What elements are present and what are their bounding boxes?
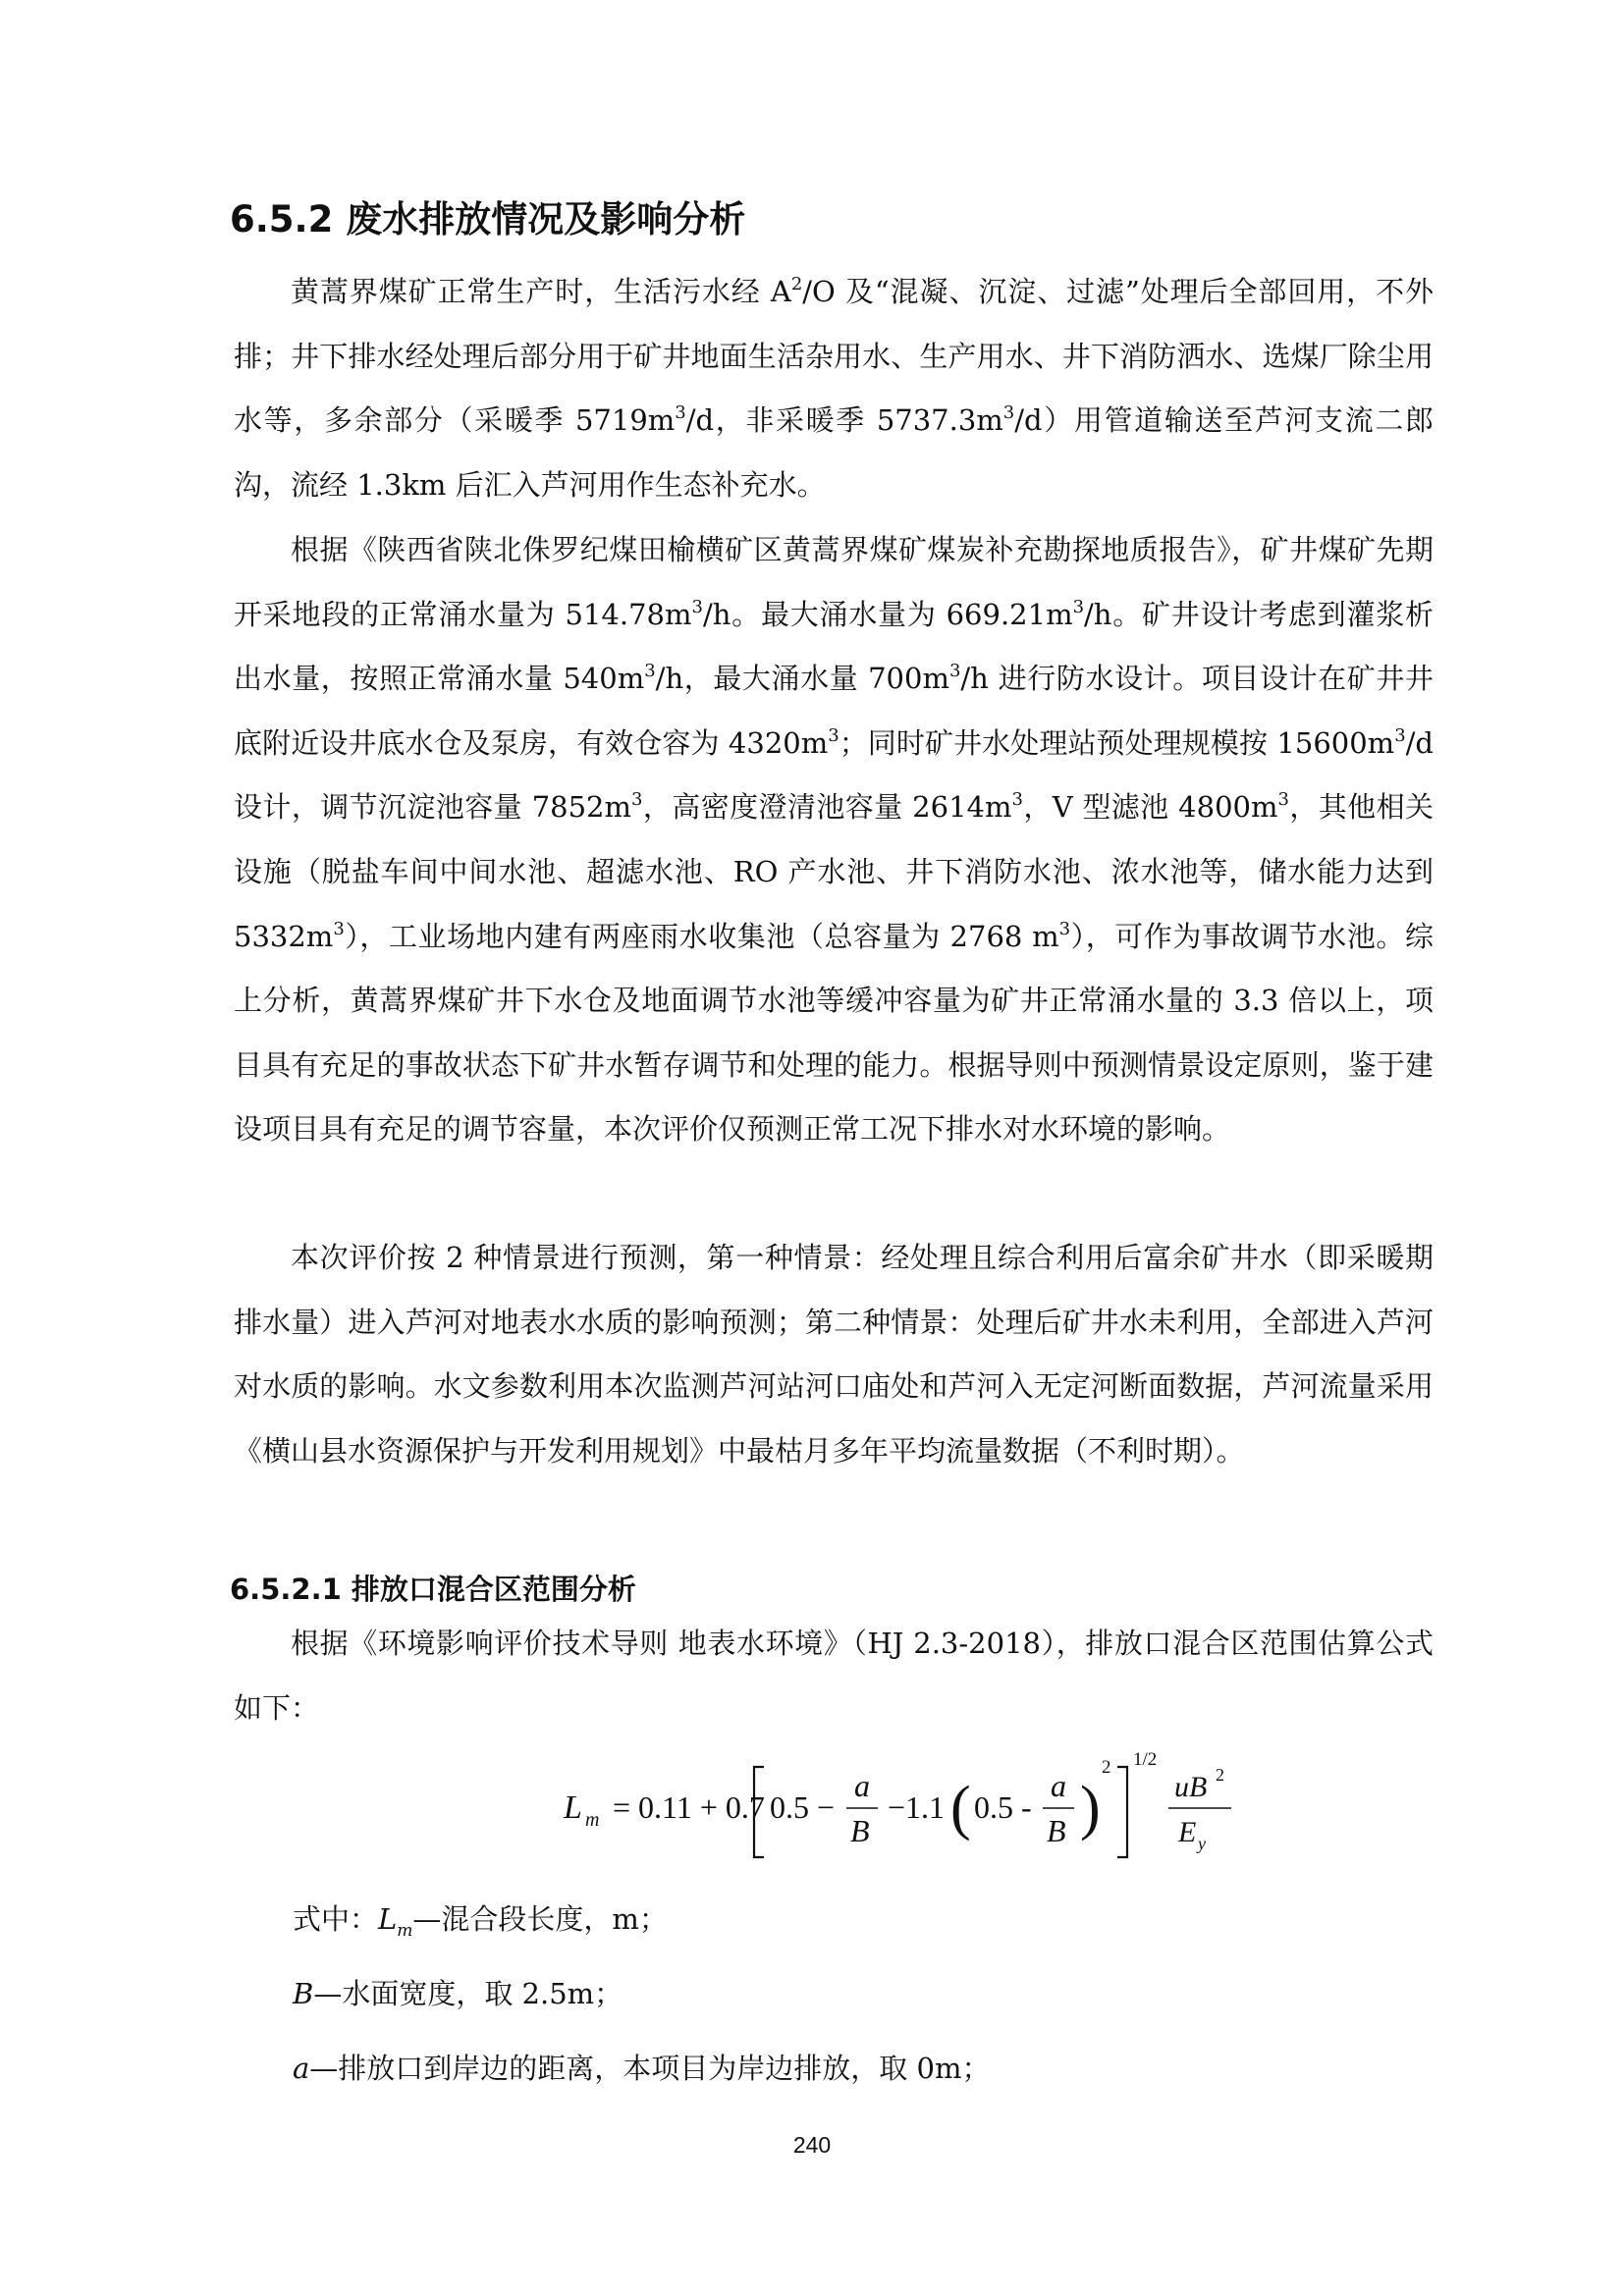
formula-frac1-num: a	[854, 1768, 870, 1803]
formula-lhs-sub: m	[585, 1809, 600, 1831]
paragraph-prediction-scenarios: 本次评价按 2 种情景进行预测，第一种情景：经处理且综合利用后富余矿井水（即采暖期排水量）进入芦河对地表水水质的影响预测；第二种情景：处理后矿井水未利用，全部进入芦河对水质的影响。水文参数利用本次监测芦河站河口庙处和芦河入无定河断面数据，芦河流量采用《横山县水资源保护与开发利用规划》中最枯月多年平均流量数据（不利时期）。	[234, 1241, 1434, 1468]
mixing-zone-formula	[550, 1720, 1237, 1877]
paragraph-formula-intro: 根据《环境影响评价技术导则 地表水环境》（HJ 2.3-2018），排放口混合区范围估算公式如下：	[234, 1627, 1434, 1725]
right-paren: )	[1080, 1775, 1101, 1842]
paragraph-mine-water-inflow: 根据《陕西省陕北侏罗纪煤田榆横矿区黄蒿界煤矿煤炭补充勘探地质报告》，矿井煤矿先期开采地段的正常涌水量为 $514.78m^3/h$。最大涌水量为 $669.21m^3/h$。矿井设计考虑到灌浆析出水量，按照正常涌水量 $540m^3/h$，最大涌水量 $700m^3/h$ 进行防水设计。项目设计在矿井井底附近设井底水仓及泵房，有效仓容为 $4320m^3$；同时矿井水处理站预处理规模按 $15600m^3/d$ 设计，调节沉淀池容量 $7852m^3$，高密度澄清池容量 $2614m^3$，V 型滤池 $4800m^3$，其他相关设施（脱盐车间中间水池、超滤水池、RO 产水池、井下消防水池、浓水池等，储水能力达到 $5332m^3$），工业场地内建有两座雨水收集池（总容量为 2768 $m^3$），可作为事故调节水池。综上分析，黄蒿界煤矿井下水仓及地面调节水池等缓冲容量为矿井正常涌水量的 3.3 倍以上，项目具有充足的事故状态下矿井水暂存调节和处理的能力。根据导则中预测情景设定原则，鉴于建设项目具有充足的调节容量，本次评价仅预测正常工况下排水对水环境的影响。	[234, 533, 1435, 1147]
page-number: 240	[792, 2132, 832, 2158]
formula-constant: = 0.11 + 0.7	[613, 1789, 765, 1825]
left-paren: (	[950, 1775, 971, 1842]
formula-frac1-den: B	[850, 1813, 870, 1848]
formula-frac2-den: B	[1047, 1813, 1066, 1848]
formula-frac2-num: a	[1051, 1768, 1066, 1803]
definition-a: a—排放口到岸边的距离，本项目为岸边排放，取 0m；	[293, 2052, 991, 2085]
definition-lm: 式中：$L_m—$混合段长度，m；	[293, 1902, 668, 1941]
formula-term-2: −1.1	[888, 1789, 946, 1825]
formula-frac3-den: E	[1178, 1816, 1197, 1848]
formula-term-3: 0.5 -	[974, 1789, 1032, 1825]
formula-half-exp: 1/2	[1133, 1749, 1158, 1770]
section-heading: 6.5.2 废水排放情况及影响分析	[230, 198, 746, 240]
formula-frac3-num: uB	[1174, 1771, 1208, 1803]
right-bracket	[1117, 1767, 1127, 1857]
formula-frac3-den-sub: y	[1198, 1834, 1206, 1853]
formula-frac3-num-sup: 2	[1216, 1765, 1224, 1785]
formula-term-1: 0.5 −	[770, 1789, 836, 1825]
paragraph-wastewater-discharge: 黄蒿界煤矿正常生产时，生活污水经 $A^2/O$ 及“混凝、沉淀、过滤”处理后全部回用，不外排；井下排水经处理后部分用于矿井地面生活杂用水、生产用水、井下消防洒水、选煤厂除尘用水等，多余部分（采暖季 $5719m^3/d$，非采暖季 $5737.3m^3/d$）用管道输送至芦河支流二郎沟，流经 1.3km 后汇入芦河用作生态补充水。	[234, 274, 1434, 502]
formula-lhs: L	[564, 1789, 582, 1826]
definition-b: B—水面宽度，取 2.5m；	[293, 1977, 623, 2010]
formula-square-exp: 2	[1102, 1757, 1111, 1778]
subsection-heading: 6.5.2.1 排放口混合区范围分析	[230, 1573, 636, 1606]
